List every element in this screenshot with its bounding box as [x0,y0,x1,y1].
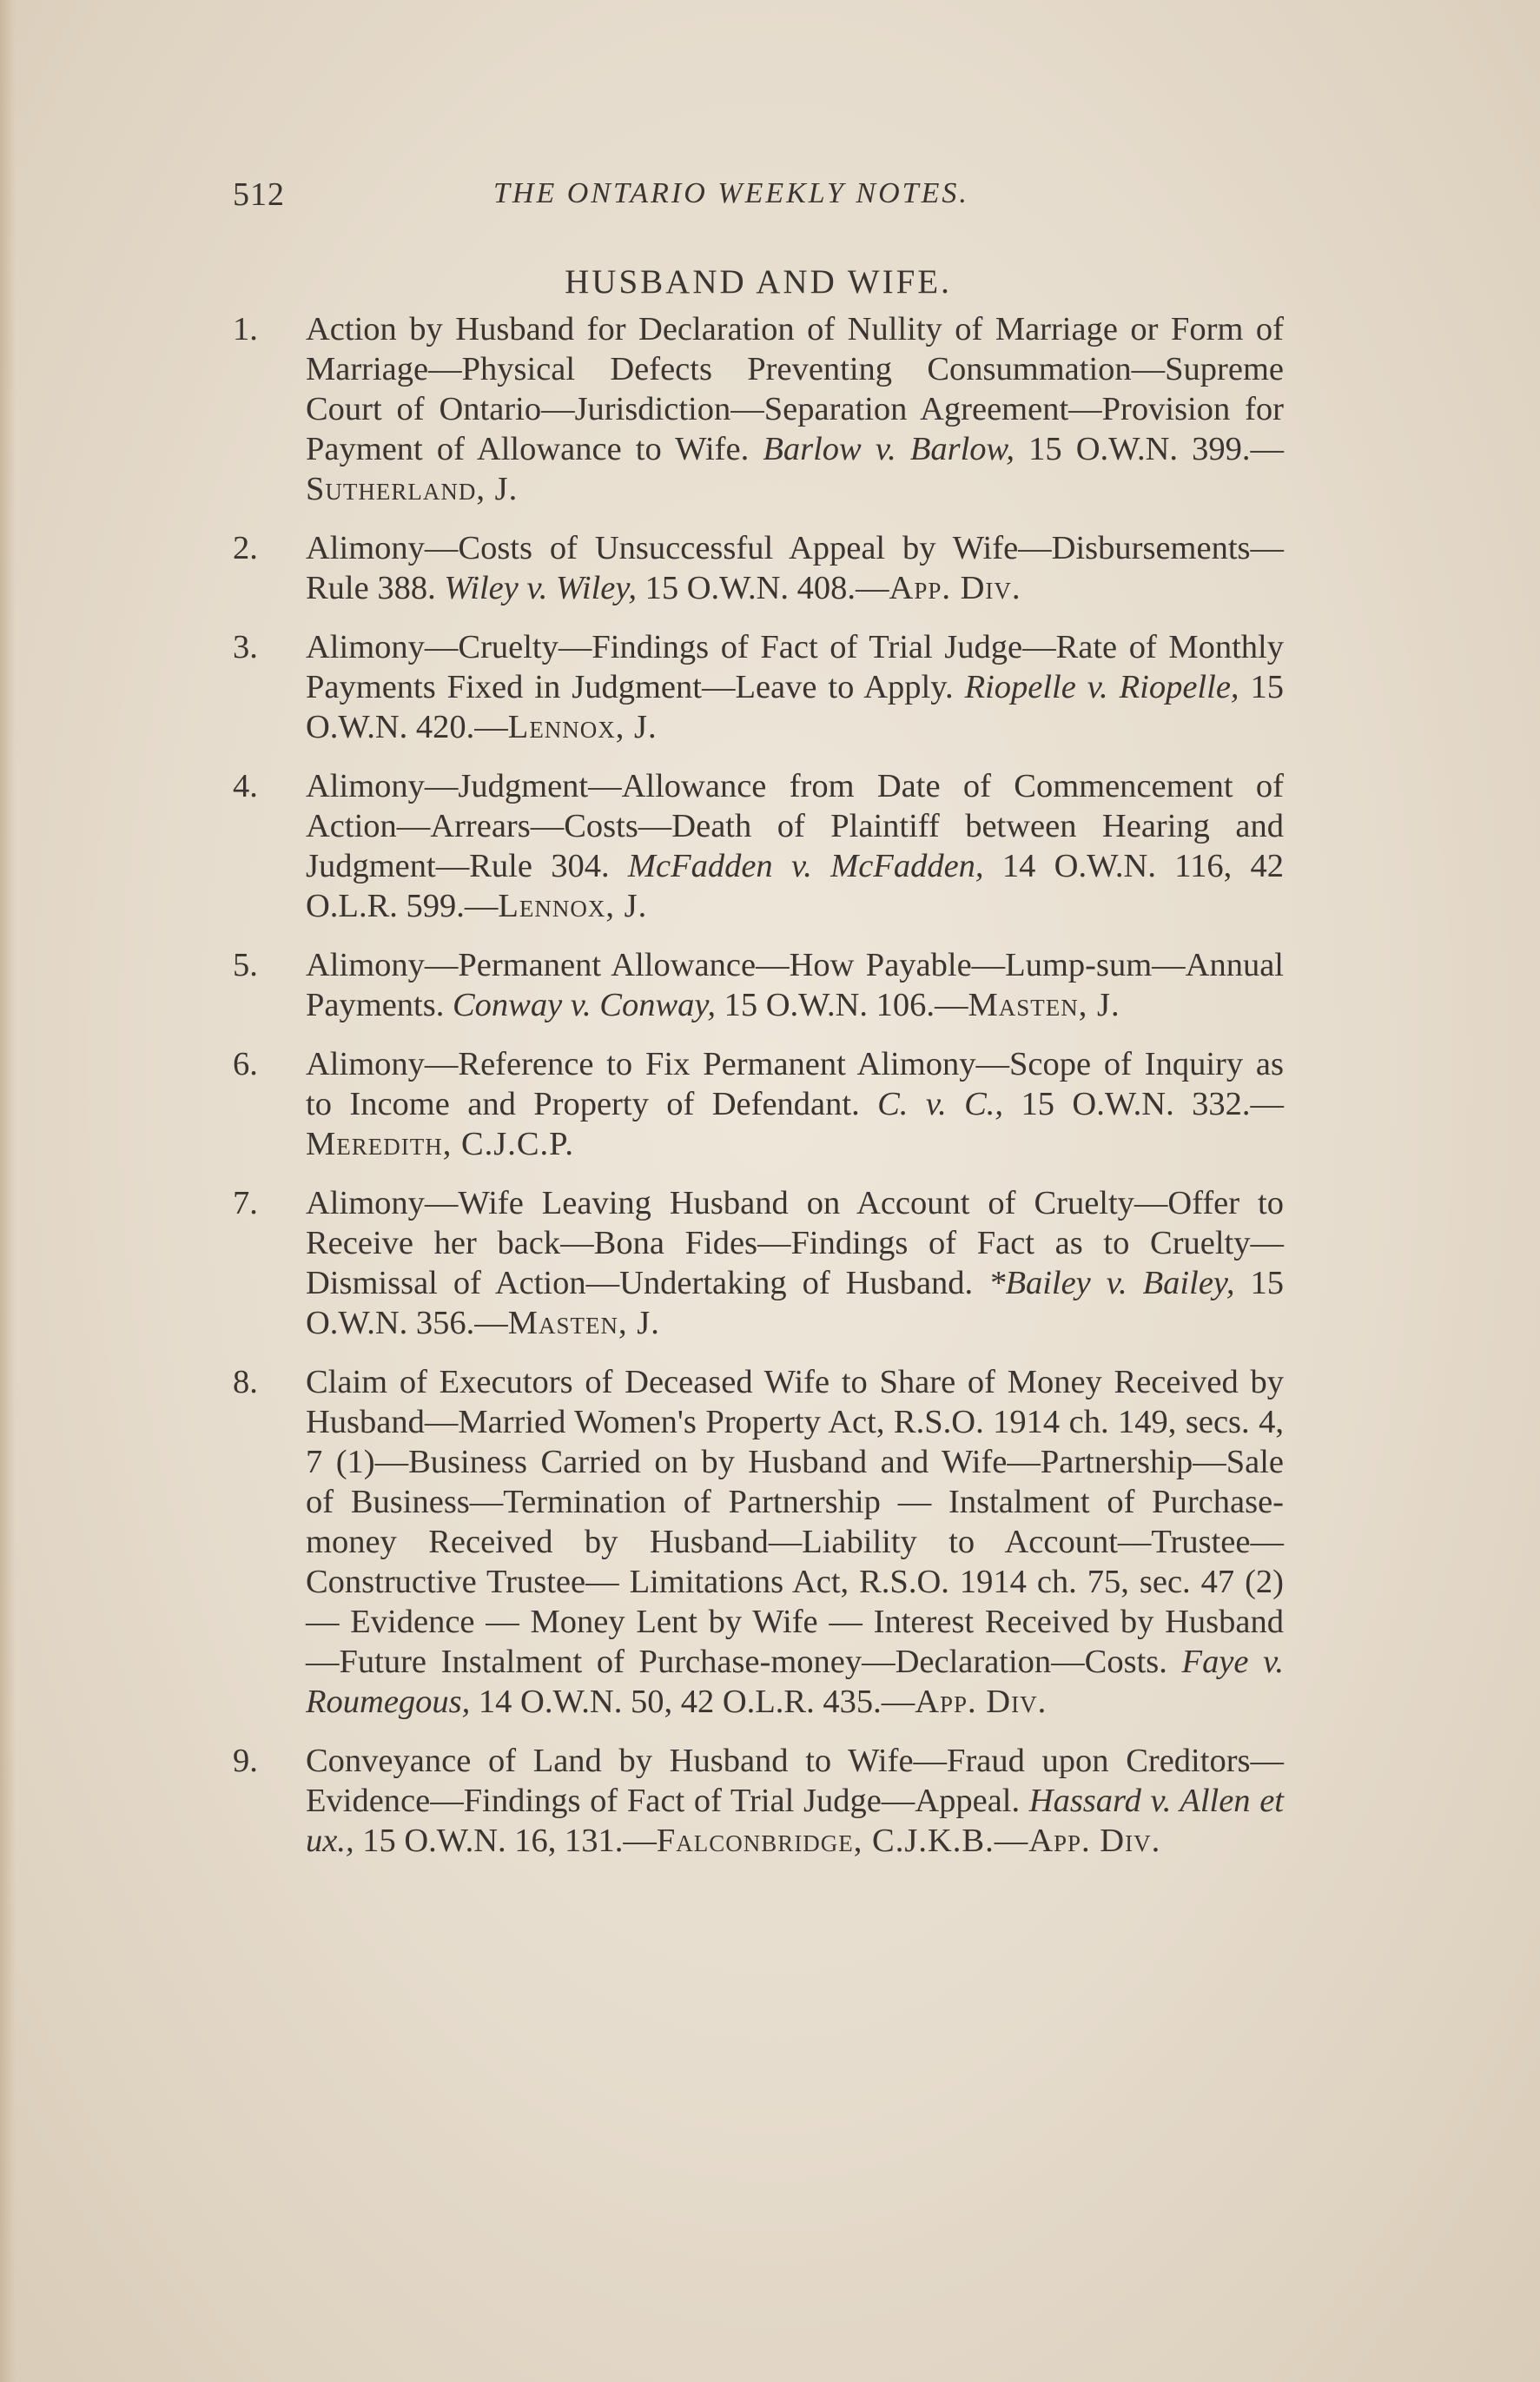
entry-number: 7. [233,1185,258,1221]
court: Masten, J. [968,987,1120,1023]
entry-number: 4. [233,768,258,804]
entry-number: 6. [233,1046,258,1082]
citation: 14 O.W.N. 116, 42 O.L.R. 599.— [306,848,1285,924]
entry-text: Alimony—Permanent Allowance—How Payable—Lump-sum—Annual Payments. [306,947,1284,1023]
citation: 15 O.W.N. 16, 131.— [362,1823,657,1859]
page-number: 512 [233,176,285,213]
entry-text: Alimony—Costs of Unsuccessful Appeal by Wife—Disbursements—Rule 388. [306,530,1284,606]
case-name: Wiley v. Wiley, [444,570,637,606]
case-name: Barlow v. Barlow, [763,431,1015,467]
citation: 15 O.W.N. 420.— [306,669,1284,745]
entry-number: 3. [233,629,258,665]
entry-text: Alimony—Cruelty—Findings of Fact of Trial Judge—Rate of Monthly Payments Fixed in Judgment—Leave to Apply. [306,629,1284,705]
entry-text: Action by Husband for Declaration of Nullity of Marriage or Form of Marriage—Physical Defects Preventing Consummation—Supreme Court of Ontario—Jurisdiction—Separation Agreement—Provision for Payment of Allowance to Wife. [306,311,1284,467]
digest-entry-2 [233,528,1284,608]
case-name: Faye v. Roumegous, [306,1644,1284,1720]
section-heading: HUSBAND AND WIFE. [565,263,952,301]
entry-text: Alimony—Judgment—Allowance from Date of Commencement of Action—Arrears—Costs—Death of Plaintiff between Hearing and Judgment—Rule 304. [306,768,1284,884]
court: Meredith, C.J.C.P. [306,1126,574,1162]
citation: 15 O.W.N. 356.— [306,1265,1285,1341]
citation: 15 O.W.N. 399.— [1028,431,1284,467]
entry-text: Alimony—Reference to Fix Permanent Alimony—Scope of Inquiry as to Income and Property of Defendant. [306,1046,1284,1122]
court: Sutherland, J. [306,471,519,507]
digest-entry-7 [233,1183,1284,1343]
citation: 15 O.W.N. 332.— [1021,1086,1284,1122]
court: Falconbridge, C.J.K.B.—App. Div. [656,1823,1161,1859]
court: Lennox, J. [507,709,658,745]
court: App. Div. [915,1684,1048,1720]
entry-number: 8. [233,1364,258,1400]
digest-entry-8 [233,1362,1284,1722]
court: App. Div. [889,570,1021,606]
entry-text: Claim of Executors of Deceased Wife to Share of Money Received by Husband—Married Women's Property Act, R.S.O. 1914 ch. 149, secs. 4, 7 (1)—Business Carried on by Husband and Wife—Partnership—Sale of Business—Termination of Partnership — Instalment of Purchase-money Received by Husband—Liability to Account—Trustee—Constructive Trustee— Limitations Act, R.S.O. 1914 ch. 75, sec. 47 (2) — Evidence — Money Lent by Wife — Interest Received by Husband—Future Instalment of Purchase-money—Declaration—Costs. [306,1364,1284,1680]
digest-entry-5 [233,945,1284,1025]
entry-number: 5. [233,947,258,983]
entry-number: 9. [233,1743,258,1779]
citation: 14 O.W.N. 50, 42 O.L.R. 435.— [478,1684,915,1720]
digest-entry-4 [233,766,1284,926]
running-title: THE ONTARIO WEEKLY NOTES. [493,177,969,209]
entry-number: 1. [233,311,258,347]
entry-text: Alimony—Wife Leaving Husband on Account of Cruelty—Offer to Receive her back—Bona Fides—Findings of Fact as to Cruelty—Dismissal of Action—Undertaking of Husband. [306,1185,1284,1301]
case-name: *Bailey v. Bailey, [988,1265,1235,1301]
digest-entry-1 [233,309,1284,509]
court: Masten, J. [507,1305,660,1341]
case-name: Hassard v. Allen et ux., [306,1783,1284,1859]
digest-entry-3 [233,627,1284,747]
citation: 15 O.W.N. 408.— [644,570,889,606]
case-name: C. v. C., [877,1086,1004,1122]
case-name: McFadden v. McFadden, [627,848,984,884]
entry-number: 2. [233,530,258,566]
page-binding-edge [0,0,16,2382]
case-name: Conway v. Conway, [452,987,716,1023]
court: Lennox, J. [498,888,648,924]
digest-entry-9 [233,1741,1284,1861]
digest-entries [233,309,1284,1880]
case-name: Riopelle v. Riopelle, [964,669,1239,705]
entry-text: Conveyance of Land by Husband to Wife—Fraud upon Creditors—Evidence—Findings of Fact of Trial Judge—Appeal. [306,1743,1284,1819]
digest-entry-6 [233,1044,1284,1164]
running-header [233,175,1292,228]
citation: 15 O.W.N. 106.— [724,987,968,1023]
